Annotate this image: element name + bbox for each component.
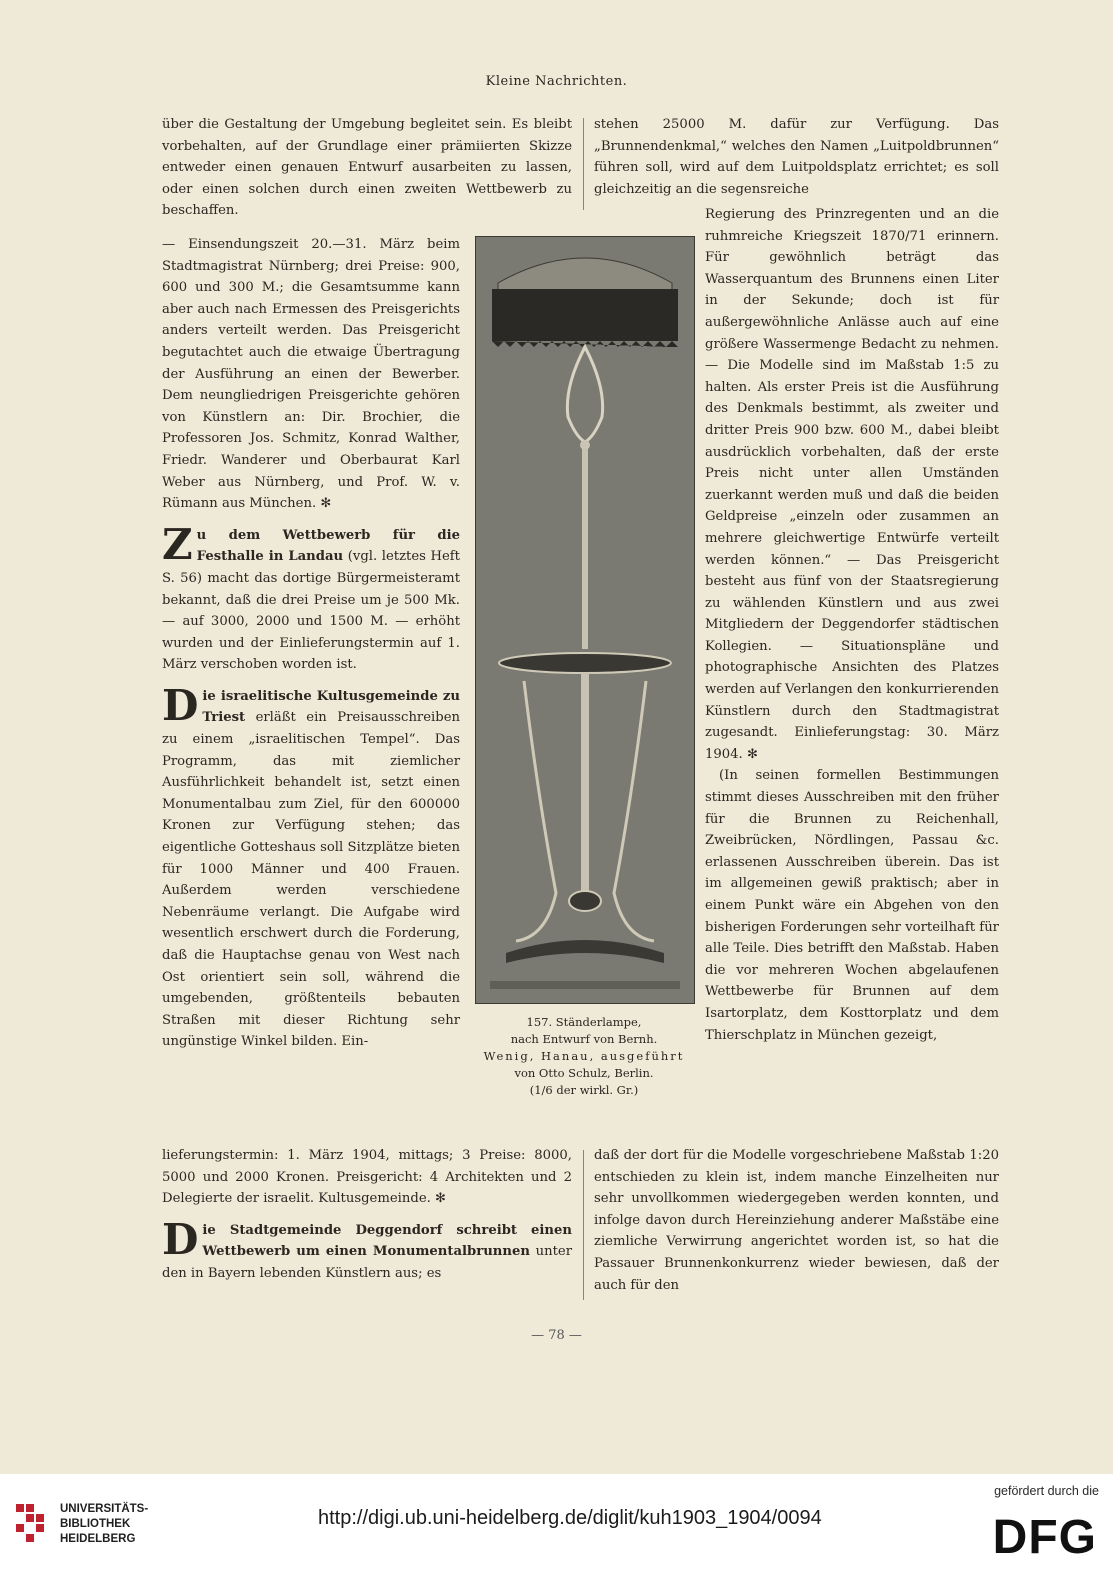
left-column-bottom	[162, 1145, 572, 1285]
paragraph-maßstab-comment: (In seinen formellen Bestimmungen stimmt dieses Ausschreiben mit den früher für die Brunnen zu Reichenhall, Zweibrücken, Nördlingen, Passau &c. erlassenen Ausschreiben überein. Das ist im allgemeinen gewiß praktisch; aber in einem Punkt wäre ein Abgehen von den bisherigen Forderungen sehr vorteilhaft für alle Teile. Dies betrifft den Maßstab. Haben die vor mehreren Wochen abgelaufenen Wettbewerbe für Brunnen auf dem Isartorplatz, dem Kosttorplatz und dem Thierschplatz in München gezeigt,	[705, 768, 999, 1043]
right-column-bottom	[594, 1145, 999, 1296]
left-column-top	[162, 114, 572, 222]
section-title-deggendorf: ie Stadtgemeinde Deggendorf schreibt einen Wettbewerb um einen Monumentalbrunnen	[202, 1222, 572, 1260]
library-name	[60, 1502, 148, 1547]
caption-line: von Otto Schulz, Berlin.	[514, 1066, 654, 1080]
running-head: Kleine Nachrichten.	[485, 74, 628, 89]
column-divider-top	[583, 118, 584, 210]
section-body-landau: (vgl. letztes Heft S. 56) macht das dortige Bürgermeisteramt bekannt, daß die drei Preise um je 500 Mk. — auf 3000, 2000 und 1500 M. — erhöht wurden und der Einlieferungstermin auf 1. März verschoben worden ist.	[162, 549, 460, 673]
digitization-footer	[0, 1474, 1113, 1574]
university-library-logo-icon	[14, 1500, 50, 1550]
library-name-line: UNIVERSITÄTS-	[60, 1503, 149, 1515]
right-column-wrap	[705, 204, 999, 1046]
floor-lamp-illustration	[476, 237, 694, 1003]
permalink-url[interactable]: http://digi.ub.uni-heidelberg.de/diglit/kuh1903_1904/0094	[318, 1507, 822, 1529]
figure-caption	[475, 1014, 693, 1099]
paragraph-triest-deadline: lieferungstermin: 1. März 1904, mittags; 3 Preise: 8000, 5000 und 2000 Kronen. Preisgericht: 4 Architekten und 2 Delegierte der israelit. Kultusgemeinde. ✻	[162, 1148, 572, 1207]
paragraph-deggendorf-cont: stehen 25000 M. dafür zur Verfügung. Das „Brunnendenkmal,“ welches den Namen „Luitpoldbrunnen“ führen soll, wird auf dem Luitpoldsplatz errichtet; es soll gleichzeitig an die segensreiche	[594, 117, 999, 197]
column-divider-bottom	[583, 1150, 584, 1300]
paragraph-nuernberg-details: — Einsendungszeit 20.—31. März beim Stadtmagistrat Nürnberg; drei Preise: 900, 600 und 300 M.; die Gesamtsumme kann aber auch nach Ermessen des Preisgerichts anders verteilt werden. Das Preisgericht begutachtet auch die etwaige Übertragung der Ausführung an einen der Bewerber. Dem neungliedrigen Preisgerichte gehören von Künstlern an: Dir. Brochier, die Professoren Jos. Schmitz, Konrad Walther, Friedr. Wanderer und Oberbaurat Karl Weber aus Nürnberg, und Prof. W. v. Rümann aus München. ✻	[162, 237, 460, 512]
section-deggendorf	[162, 1214, 573, 1285]
dropcap-triest: D	[162, 680, 199, 730]
section-title-landau: u dem Wettbewerb für die Festhalle in Landau	[196, 527, 460, 565]
paragraph-passau-comment: daß der dort für die Modelle vorgeschriebene Maßstab 1:20 entschieden zu klein ist, indem manche Einzelheiten nur sehr unvollkommen wiedergegeben werden konnten, und infolge davon durch Hereinziehung anderer Maßstäbe eine ziemliche Verwirrung angerichtet worden ist, so hat die Passauer Brunnenkonkurrenz wieder bewiesen, daß der auch für den	[594, 1148, 999, 1293]
section-body-triest: erläßt ein Preisausschreiben zu einem „israelitischen Tempel“. Das Programm, das mit ziemlicher Ausführlichkeit behandelt ist, setzt einen Monumentalbau zum Ziel, für den 600000 Kronen zur Verfügung stehen; das eigentliche Gotteshaus soll Sitzplätze bieten für 1000 Männer und 400 Frauen. Außerdem werden verschiedene Nebenräume verlangt. Die Aufgabe wird wesentlich erschwert durch die Forderung, daß die Hauptachse genau von West nach Ost orientiert sein soll, während die umgebenden, größtenteils bebauten Straßen mit dieser Richtung sehr ungünstige Winkel bilden. Ein-	[162, 710, 460, 1050]
dropcap-landau: Z	[162, 519, 193, 569]
paragraph-deggendorf-details: Regierung des Prinzregenten und an die ruhmreiche Kriegszeit 1870/71 erinnern. Für gewöhnlich beträgt das Wasserquantum des Brunnens einen Liter in der Sekunde; doch ist für außergewöhnliche Anlässe auch auf eine größere Wassermenge Bedacht zu nehmen. — Die Modelle sind im Maßstab 1:5 zu halten. Als erster Preis ist die Ausführung des Denkmals bestimmt, als zweiter und dritter Preis 900 bzw. 600 M., dabei bleibt ausdrücklich vorbehalten, daß der erste Preis nicht unter allen Umständen zuerkannt werden muß und daß die beiden Geldpreise „einzeln oder zusammen an mehrere gleichwertige Entwürfe verteilt werden können.“ — Das Preisgericht besteht aus fünf von der Staatsregierung zu wählenden Künstlern und aus zwei Mitgliedern der Deggendorfer städtischen Kollegien. — Situationspläne und photographische Ansichten des Platzes werden auf Verlangen den konkurrierenden Künstlern durch den Stadtmagistrat zugesandt. Einlieferungstag: 30. März 1904. ✻	[705, 207, 999, 762]
funding-note: gefördert durch die	[994, 1484, 1099, 1498]
section-landau	[162, 519, 460, 676]
left-column-wrap	[162, 234, 460, 1053]
caption-line: Wenig, Hanau, ausgeführt	[483, 1049, 685, 1063]
section-body-deggendorf: unter den in Bayern lebenden Künstlern aus; es	[162, 1244, 573, 1281]
dropcap-deggendorf: D	[162, 1214, 199, 1264]
page-number: — 78 —	[531, 1328, 582, 1343]
library-name-line: BIBLIOTHEK	[60, 1518, 131, 1530]
section-title-triest: ie israelitische Kultusgemeinde zu Triest	[202, 688, 460, 726]
section-triest	[162, 680, 460, 1053]
library-name-line: HEIDELBERG	[60, 1533, 136, 1545]
caption-line: (1/6 der wirkl. Gr.)	[529, 1083, 639, 1097]
caption-line: 157. Ständerlampe,	[526, 1015, 642, 1029]
right-column-top	[594, 114, 999, 200]
caption-line: nach Entwurf von Bernh.	[510, 1032, 658, 1046]
paragraph-nuernberg-intro: über die Gestaltung der Umgebung begleitet sein. Es bleibt vorbehalten, auf der Grundlage einer prämiierten Skizze entweder einen genauen Entwurf ausarbeiten zu lassen, oder einen solchen durch einen zweiten Wettbewerb zu beschaffen.	[162, 117, 572, 219]
dfg-logo: DFG	[992, 1511, 1097, 1564]
floor-lamp-plate	[475, 236, 695, 1004]
